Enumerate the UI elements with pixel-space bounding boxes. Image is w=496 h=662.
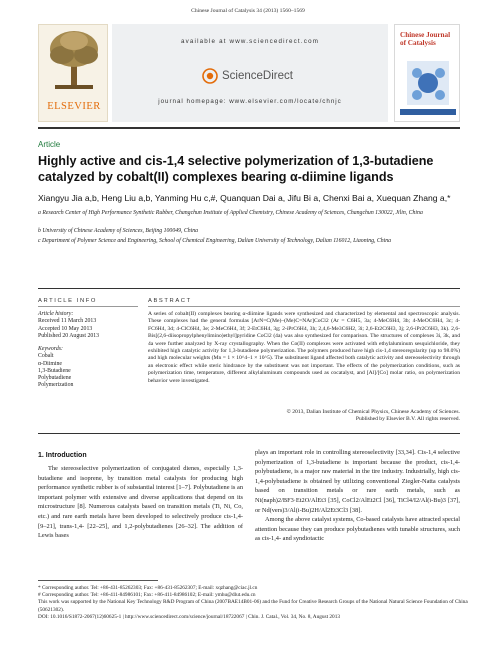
journal-homepage-link[interactable]: journal homepage: www.elsevier.com/locate/chnjc (158, 98, 342, 105)
intro-paragraph: The stereoselective polymerization of conjugated dienes, especially 1,3-butadiene and isoprene, by transition metal catalysts for producing high performance synthetic rubber is of substantial interest [1–7]. Polybutadiene is an important polymer with extensive and diverse applications that depend on its microstructure [8]. Numerous catalysts based on transition metals (Ti, Ni, Co, etc.) and rare earth metals have been developed to selectively produce cis-1,4- [9–21], trans-1,4- [22–25], and 1,2-polybutadienes [26–32]. The addition of Lewis bases (38, 465, 243, 540)
affiliation-a: a Research Center of High Performance Synthetic Rubber, Changchun Institute of Applied Chemistry, Chinese Academy of Sciences, Changchun 130022, Jilin, China (38, 210, 423, 216)
available-at-link[interactable]: available at www.sciencedirect.com (180, 38, 320, 45)
intro-paragraph: Among the above catalyst systems, Co-based catalysts have attracted special attention because they can produce polybutadienes with tunable structures, such as cis-1,4- and syndiotactic (255, 516, 460, 543)
article-info-divider (38, 288, 460, 289)
keyword-item[interactable]: α-Diimine (38, 360, 62, 367)
sciencedirect-logo[interactable] (202, 66, 293, 86)
keyword-item[interactable]: 1,3-Butadiene (38, 367, 71, 374)
sciencedirect-banner (112, 24, 388, 122)
abstract-text: A series of cobalt(II) complexes bearing α-diimine ligands were synthesized and characterized by elemental and spectroscopic analysis. These complexes had the general formulas [ArN=C(Me)–(Me)C=NAr]CoCl2 (Ar = C6H5, 3a; 4-MeC6H4, 3b; 4-MeOC6H4, 3c; 4-FC6H4, 3d; 4-ClC6H4, 3e; 2-MeC6H4, 3f; 2-EtC6H4, 3g; 2-iPrC6H4, 3h; 2,4,6-Me3C6H2, 3i; 2,6-Et2C6H3, 3j; 2,6-iPr2C6H3, 3k). 2,6-Bis[(2,6-diisopropylphenylimino)ethyl]pyridine CoCl2 (4a) was also synthesized for comparison. The structures of complexes 3i, 3k, and 4a were further analyzed by X-ray crystallography. When the Co(II) complexes were activated with ethylaluminum sesquichloride, they exhibited high catalytic activity for 1,3-butadiene polymerization. The polymers produced have high cis-1,4 stereoregularity (up to 98.0%) and high molecular weights (Mn = 1 × 10^4–1 × 10^5). The substituent ligand affected both catalytic activity and stereoselectivity through an electronic effect while steric hindrance by the substituent was not important. The effects of the polymerization conditions, such as polymerization time, temperature, different alkylaluminum compounds used as cocatalyst, and [Al]/[Co] molar ratio, on polymerization behavior were investigated. (148, 311, 460, 384)
article-info-heading: ARTICLE INFO (38, 298, 98, 304)
header-divider (38, 127, 460, 129)
rights-line: Published by Elsevier B.V. All rights reserved. (355, 416, 460, 423)
affiliation-b: b University of Chinese Academy of Sciences, Beijing 100049, China (38, 228, 199, 234)
sciencedirect-icon (202, 68, 218, 84)
intro-right-column (255, 448, 460, 544)
footnote-corresponding-2: # Corresponding author. Tel: +86-411-84986101; Fax: +86-411-84986102; E-mail: ymhu@dlut.edu.cn (38, 592, 256, 599)
cover-bar (400, 109, 456, 115)
elsevier-tree-icon (47, 29, 101, 91)
cover-molecule-icon (407, 61, 449, 105)
keywords-label: Keywords: (38, 346, 63, 352)
affiliation-c: c Department of Polymer Science and Engineering, School of Chemical Engineering, Dalian University of Technology, Dalian 116012, Liaoning, China (38, 238, 392, 244)
abstract-heading: ABSTRACT (148, 298, 192, 304)
elsevier-wordmark: ELSEVIER (47, 101, 101, 112)
abstract-rule (148, 306, 460, 307)
received-date: Received 11 March 2013 (38, 318, 97, 325)
footnote-doi[interactable]: DOI: 10.1016/S1872-2067(12)60625-1 | http://www.sciencedirect.com/science/journal/18722067 | Chin. J. Catal., Vol. 34, No. 8, August 2013 (38, 613, 340, 620)
published-date: Published 20 August 2013 (38, 332, 100, 339)
keyword-item[interactable]: Polybutadiene (38, 375, 72, 382)
author-list[interactable]: Xiangyu Jia a,b, Heng Liu a,b, Yanming Hu c,#, Quanquan Dai a, Jifu Bi a, Chenxi Bai a, Xuequan Zhang a,* (38, 193, 451, 203)
copyright-notice (148, 409, 460, 424)
journal-cover-thumbnail[interactable] (394, 24, 460, 122)
cover-title: Chinese Journal of Catalysis (400, 31, 451, 47)
copyright-line: © 2013, Dalian Institute of Chemical Physics, Chinese Academy of Sciences. (286, 409, 460, 415)
introduction-heading: 1. Introduction (38, 452, 87, 459)
footnote-rule (38, 580, 158, 581)
footnote-corresponding-1: * Corresponding author. Tel: +86-431-85262303; Fax: +86-431-85262307; E-mail: xqzhang@ciac.jl.cn (38, 585, 258, 591)
journal-masthead (38, 24, 460, 122)
article-type-label: Article (38, 140, 61, 149)
accepted-date: Accepted 10 May 2013 (38, 325, 93, 332)
intro-left-column (38, 464, 243, 541)
article-title: Highly active and cis-1,4 selective polymerization of 1,3-butadiene catalyzed by cobalt(II) complexes bearing α-diimine ligands (38, 154, 434, 184)
footnote-funding: This work was supported by the National Key Technology R&D Program of China (2007BAE14B01-06) and the Fund for Creative Research Groups of the National Natural Science Foundation of China (50621302). (38, 599, 468, 613)
abstract-divider (38, 433, 460, 434)
sciencedirect-wordmark: ScienceDirect (222, 70, 293, 82)
article-info-rule (38, 306, 138, 307)
journal-citation-line: Chinese Journal of Catalysis 34 (2013) 1560–1569 (191, 8, 305, 14)
history-label: Article history: (38, 311, 74, 317)
footnotes (38, 585, 468, 621)
elsevier-logo[interactable] (38, 24, 108, 122)
keyword-item[interactable]: Polymerization (38, 382, 74, 389)
intro-paragraph-continued: plays an important role in controlling stereoselectivity [33,34]. Cis-1,4 selective polymerization of 1,3-butadiene is important because the product, cis-1,4-polybutadiene, is a major raw material in the tire industry. Industrially, high cis-1,4-polybutadiene is obtained by utilizing conventional Ziegler-Natta catalysts based on transition metals or rare earth metals, such as Ni(naph)2/BF3·Et2O/AlEt3 [35], CoCl2/AlEt2Cl [36], TiCl4/I2/Al(i-Bu)3 [37], or Nd(vers)3/Al(i-Bu)2H/Al2Et3Cl3 [38]. (255, 449, 460, 514)
article-history (38, 311, 99, 340)
keywords-list (38, 346, 73, 390)
keyword-item[interactable]: Cobalt (38, 353, 54, 360)
